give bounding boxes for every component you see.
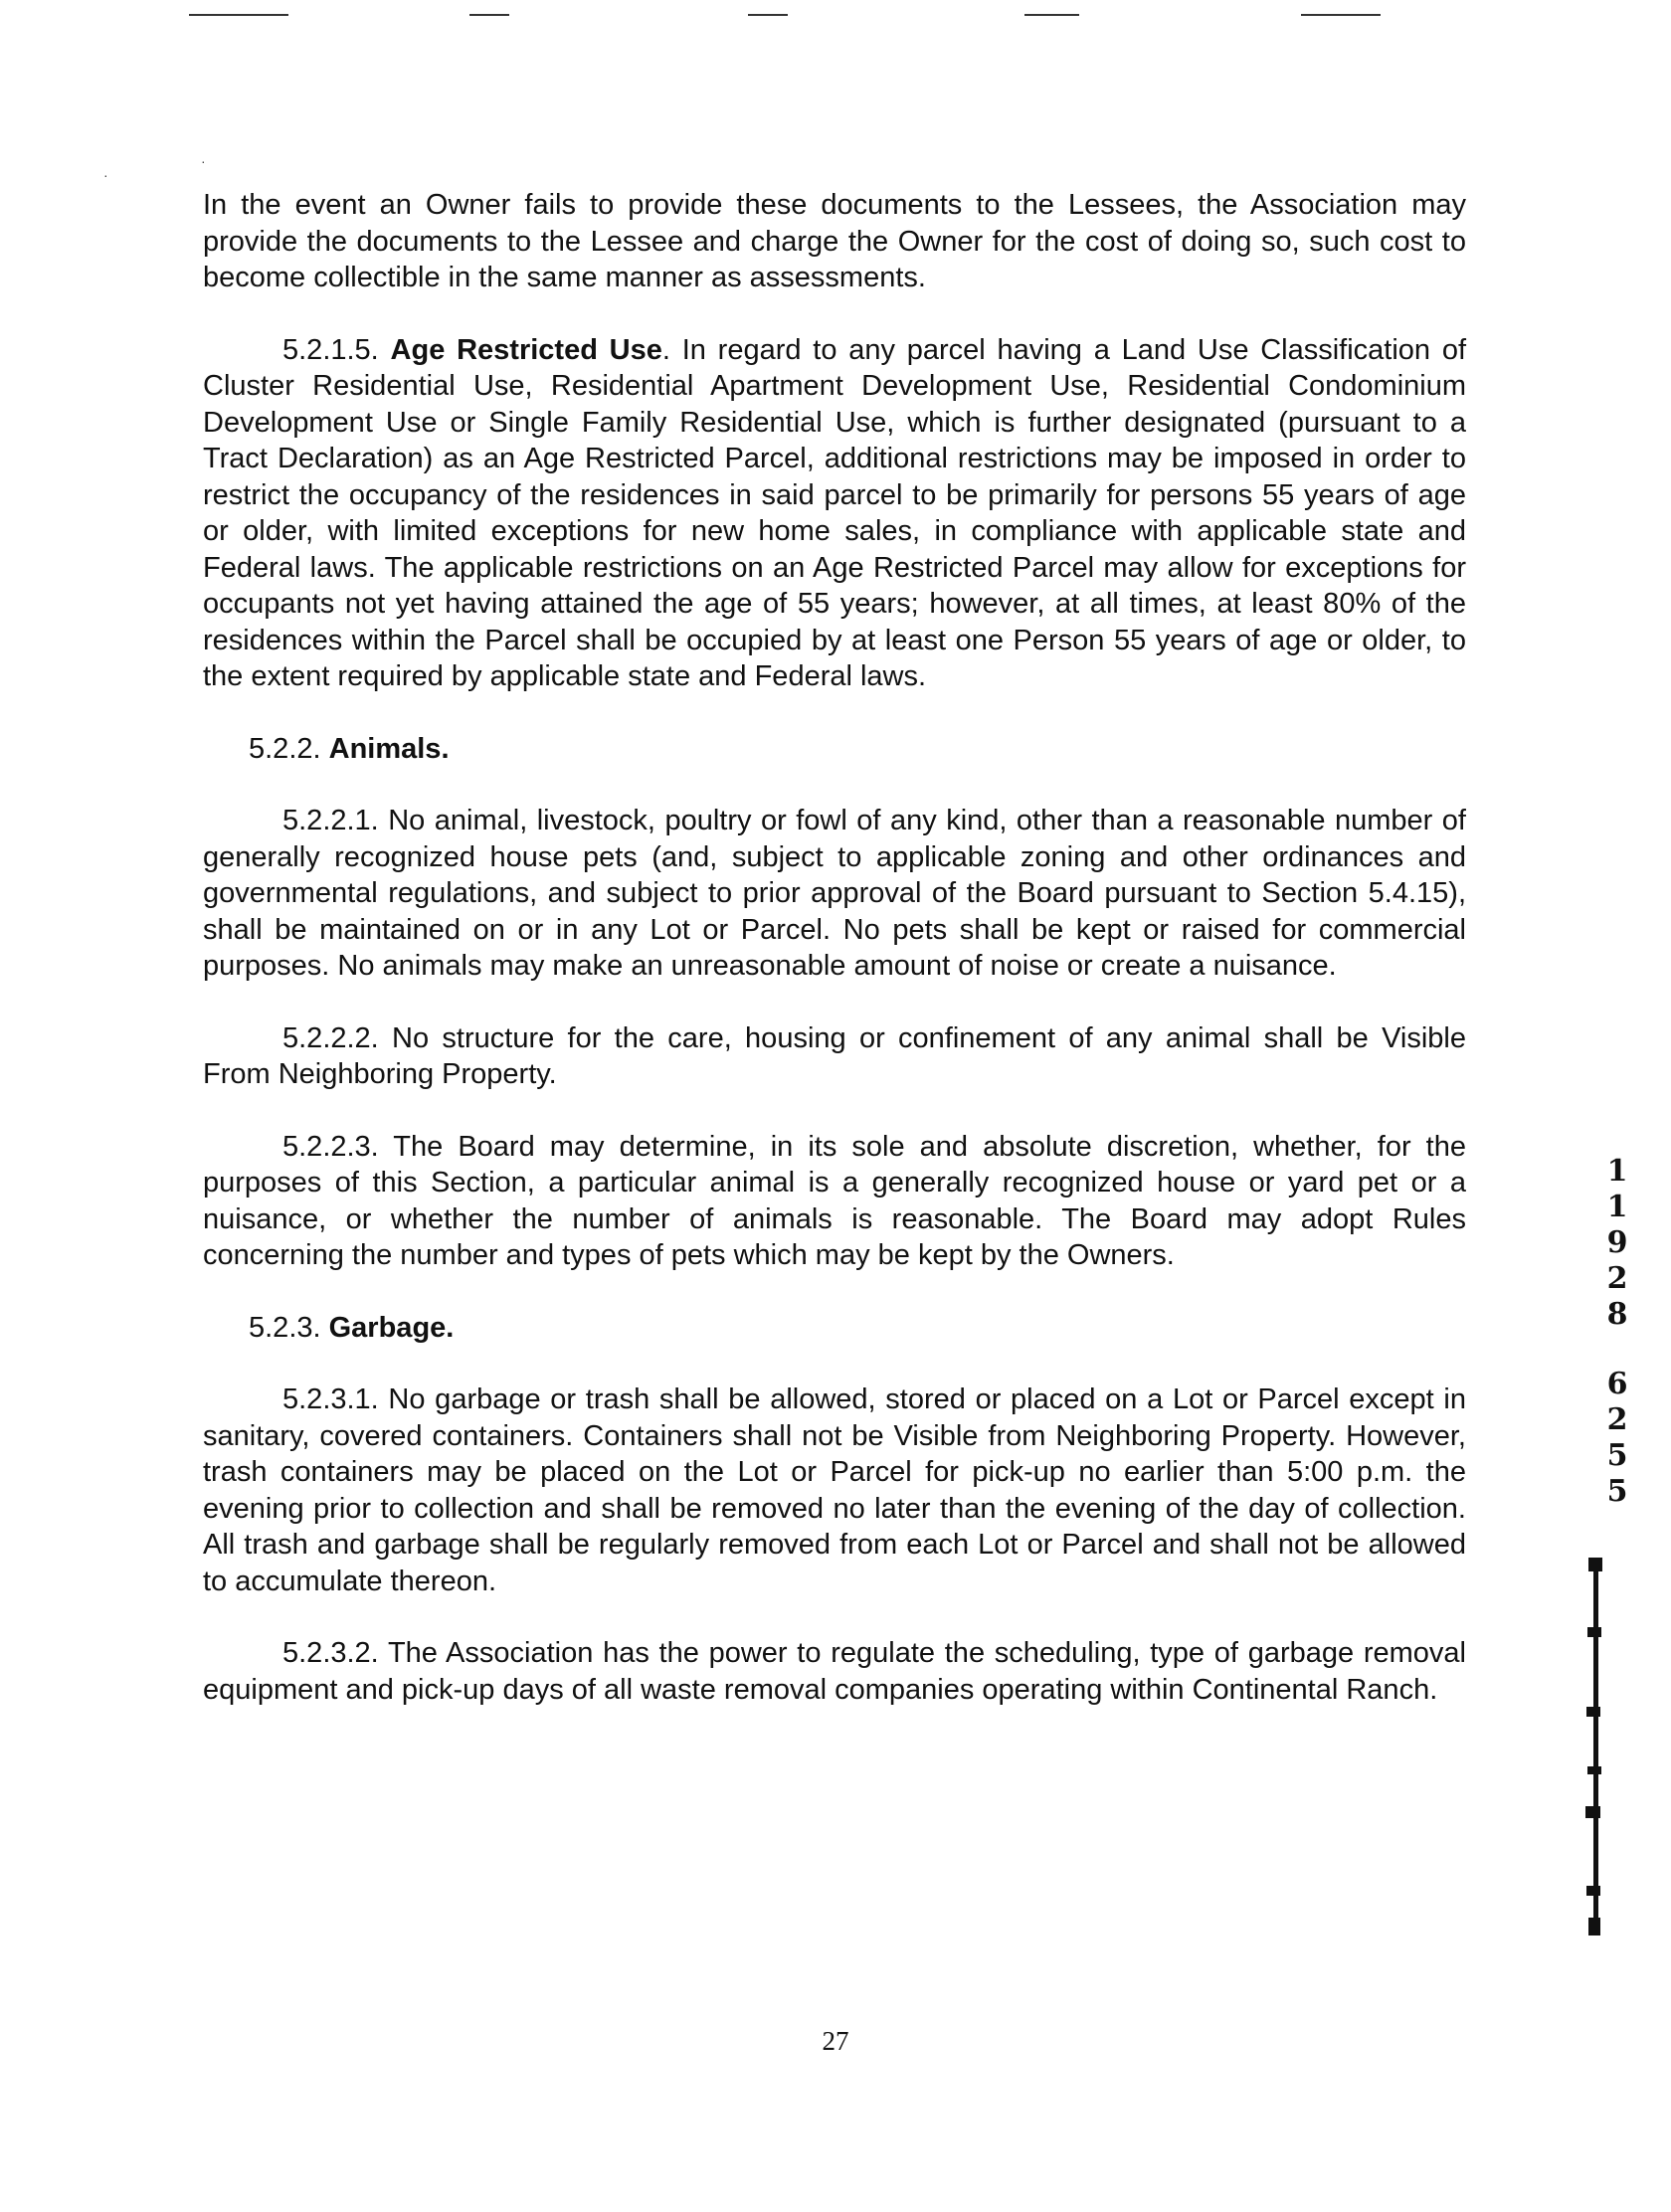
recording-digit: 1 [1606, 1154, 1628, 1189]
heading-5-2-2 [203, 731, 1466, 768]
recording-digit: 2 [1606, 1402, 1628, 1437]
heading-5-2-3 [203, 1310, 1466, 1347]
scan-artifact-line [748, 14, 788, 16]
scan-artifact-line [1024, 14, 1079, 16]
recording-digit: 5 [1606, 1474, 1628, 1509]
heading-number: 5.2.3. [249, 1311, 321, 1344]
heading-title-animals: Animals. [328, 732, 450, 765]
recording-digit: 5 [1606, 1438, 1628, 1473]
page-number: 27 [822, 2026, 849, 2056]
recording-number [1599, 1154, 1635, 1510]
paragraph-intro: In the event an Owner fails to provide these documents to the Lessees, the Association may provide the documents to the Lessee and charge the Owner for the cost of doing so, such cost to become collectible in the same manner as assessments. [203, 189, 1466, 293]
section-text: . In regard to any parcel having a Land Use Classification of Cluster Residential Use, Residential Apartment Development Use, Residential Condominium Development Use or Single Family Residential Use, which is further designated (pursuant to a Tract Declaration) as an Age Restricted Parcel, additional restrictions may be imposed in order to restrict the occupancy of the residences in said parcel to be primarily for persons 55 years of age or older, with limited exceptions for new home sales, in compliance with applicable state and Federal laws. The applicable restrictions on an Age Restricted Parcel may allow for exceptions for occupants not yet having attained the age of 55 years; however, at all times, at least 80% of the residences within the Parcel shall be occupied by at least one Person 55 years of age or older, to the extent required by applicable state and Federal laws. [203, 333, 1467, 692]
paragraph-5-2-3-1: 5.2.3.1. No garbage or trash shall be allowed, stored or placed on a Lot or Parcel except in sanitary, covered containers. Containers shall not be Visible from Neighboring Property. However, trash containers may be placed on the Lot or Parcel for pick-up no earlier than 5:00 p.m. the evening prior to collection and shall be removed no later than the evening of the day of collection. All trash and garbage shall be regularly removed from each Lot or Parcel and shall not be allowed to accumulate thereon. [203, 1383, 1466, 1597]
scan-speck: · [201, 153, 206, 169]
paragraph-5-2-2-2: 5.2.2.2. No structure for the care, housing or confinement of any animal shall be Visible From Neighboring Property. [203, 1021, 1466, 1090]
paragraph-5-2-3-2: 5.2.3.2. The Association has the power to regulate the scheduling, type of garbage removal equipment and pick-up days of all waste removal companies operating within Continental Ranch. [203, 1637, 1466, 1706]
paragraph-5-2-2-3: 5.2.2.3. The Board may determine, in its sole and absolute discretion, whether, for the purposes of this Section, a particular animal is a generally recognized house or yard pet or a nuisance, or whether the number of animals is reasonable. The Board may adopt Rules concerning the number and types of pets which may be kept by the Owners. [203, 1130, 1466, 1271]
section-title-age-restricted-use: Age Restricted Use [390, 333, 662, 366]
scan-artifact-line [469, 14, 509, 16]
paragraph-5-2-1-5 [203, 332, 1466, 695]
recording-digit: 1 [1606, 1190, 1628, 1224]
recording-digit: 2 [1606, 1261, 1628, 1296]
document-body [203, 187, 1466, 1744]
barcode-mark [1574, 1558, 1613, 1936]
scan-artifact-line [1301, 14, 1381, 16]
recording-digit: 6 [1606, 1367, 1628, 1401]
scan-speck: · [103, 167, 108, 183]
heading-number: 5.2.2. [249, 732, 321, 765]
scan-artifact-line [189, 14, 288, 16]
section-number: 5.2.1.5. [282, 333, 379, 366]
paragraph-5-2-2-1: 5.2.2.1. No animal, livestock, poultry or fowl of any kind, other than a reasonable number of generally recognized house pets (and, subject to applicable zoning and other ordinances and governmental regulations, and subject to prior approval of the Board pursuant to Section 5.4.15), shall be maintained on or in any Lot or Parcel. No pets shall be kept or raised for commercial purposes. No animals may make an unreasonable amount of noise or create a nuisance. [203, 805, 1466, 982]
heading-title-garbage: Garbage. [328, 1311, 455, 1344]
recording-digit: 9 [1606, 1225, 1628, 1260]
recording-digit: 8 [1606, 1297, 1628, 1332]
